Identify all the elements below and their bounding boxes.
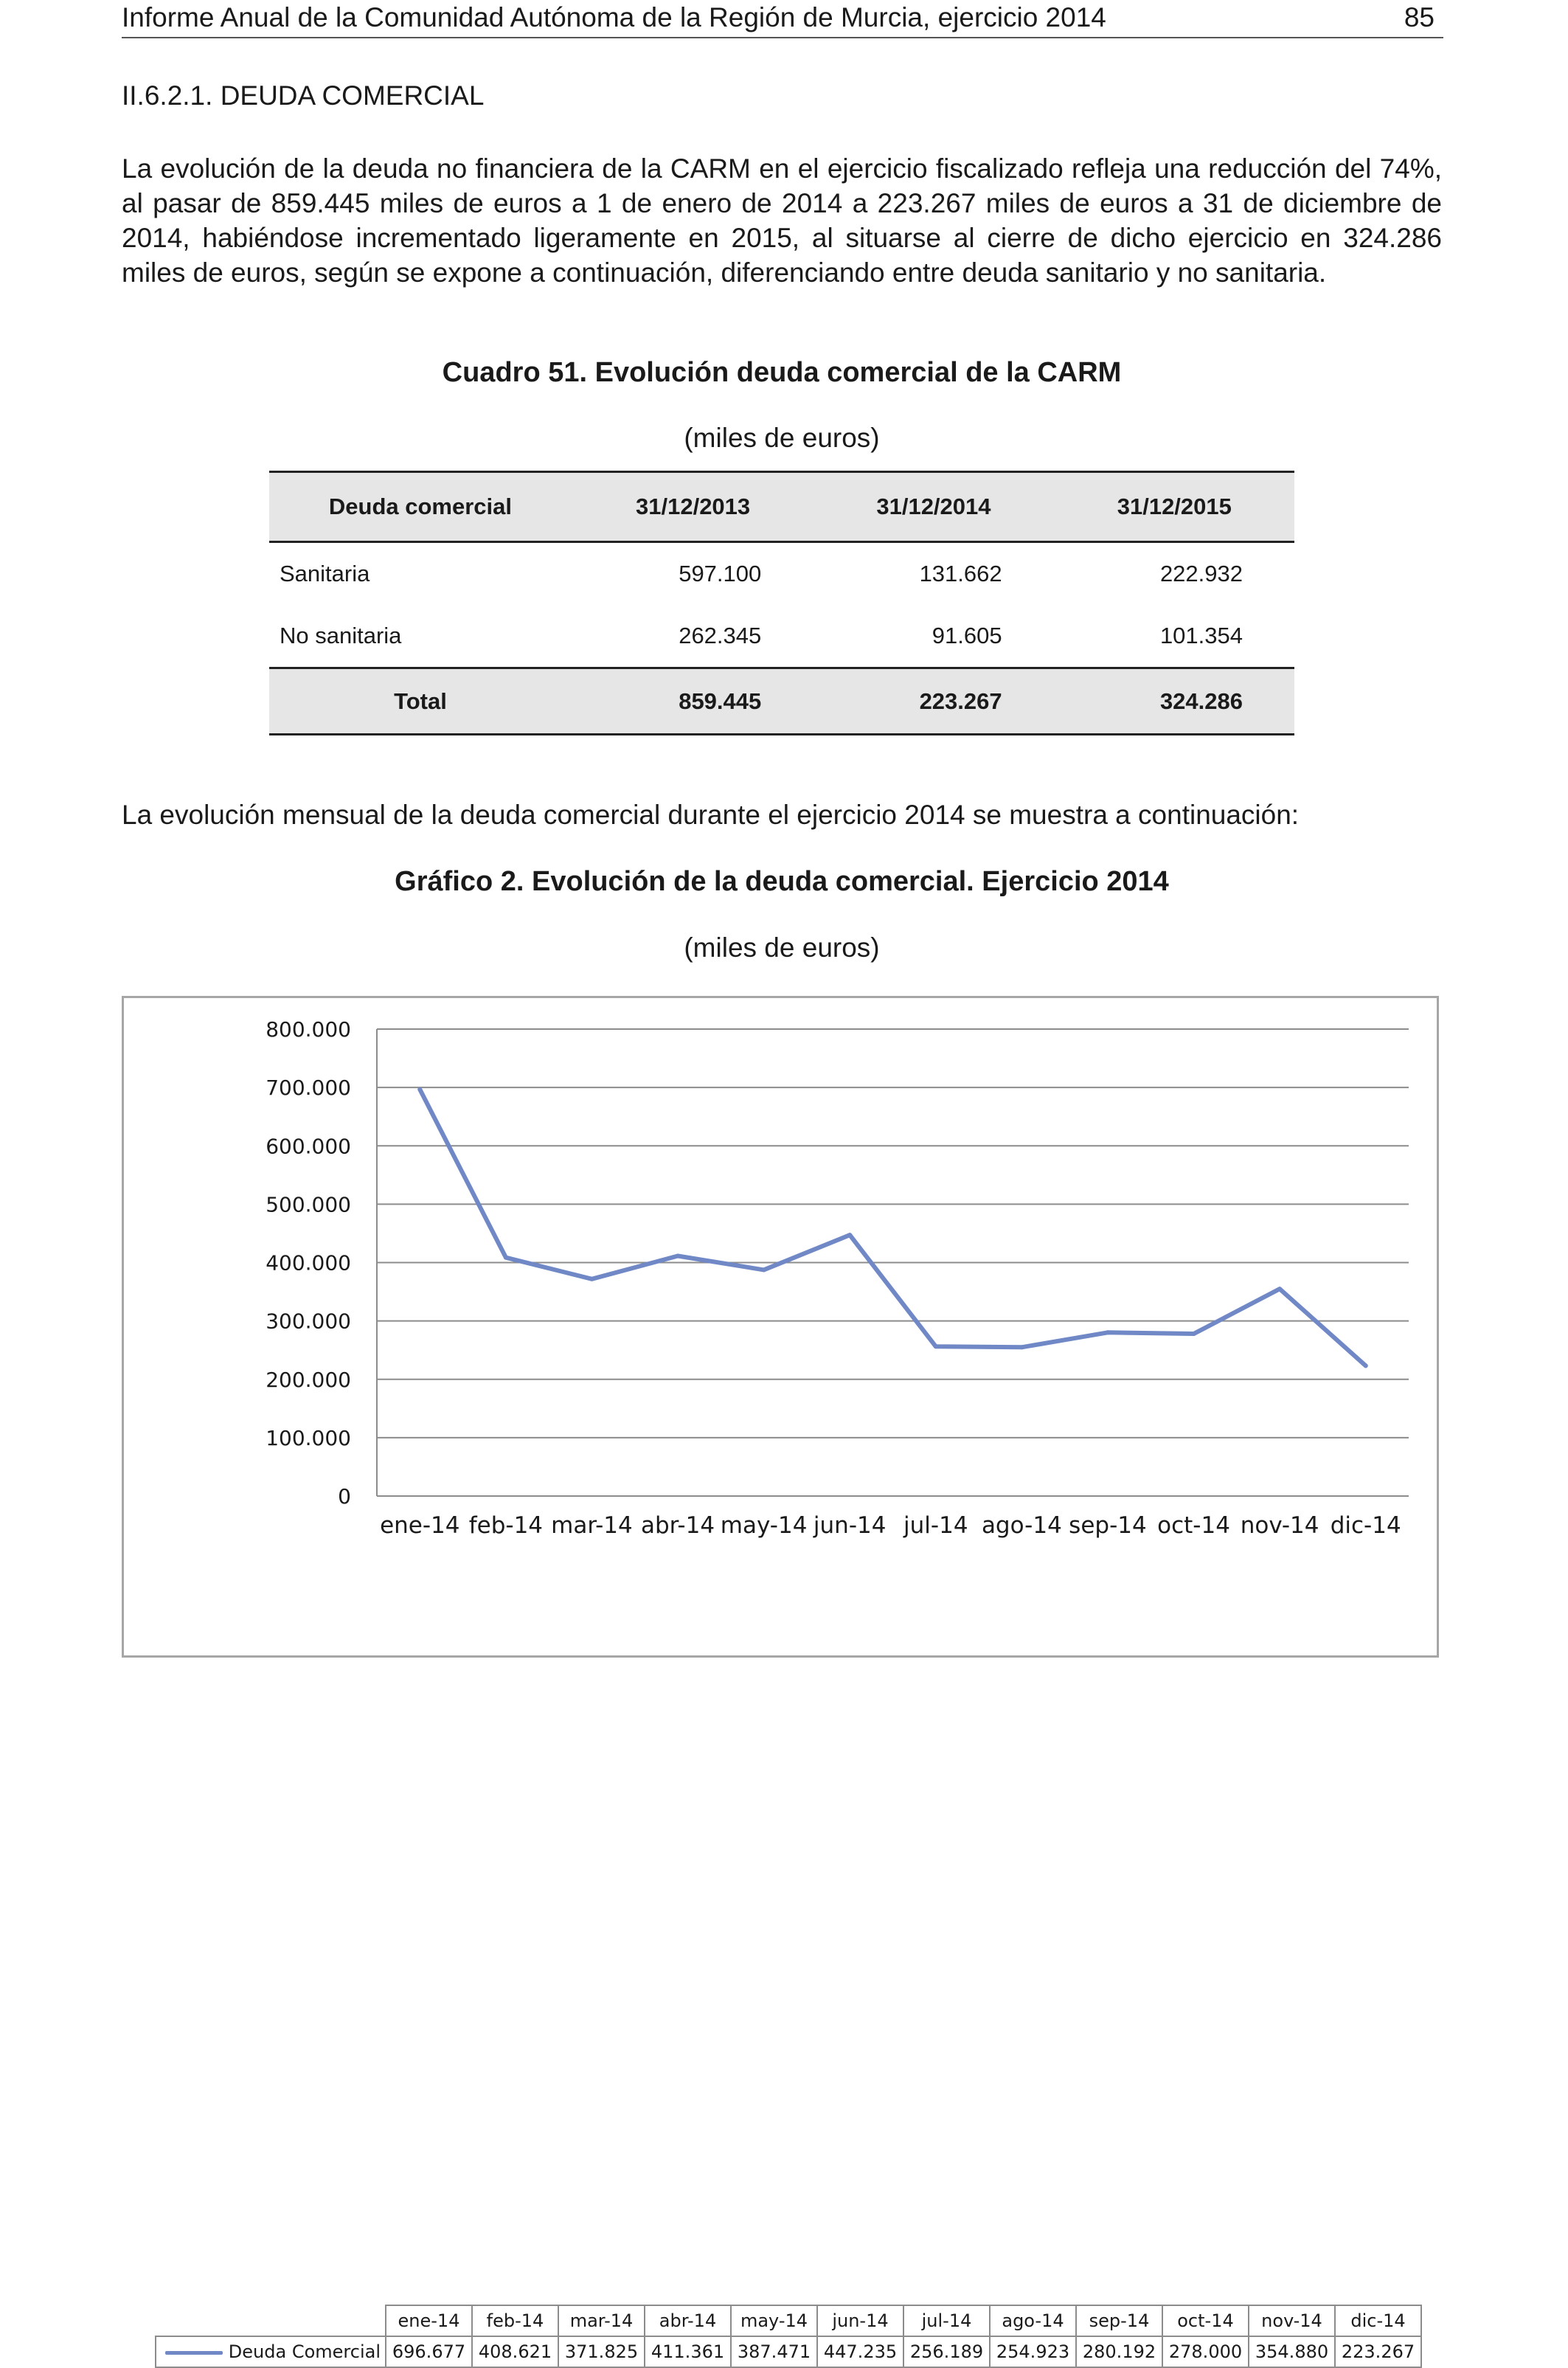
data-point	[1364, 1363, 1368, 1368]
data-point	[934, 1344, 938, 1349]
chart-intro: La evolución mensual de la deuda comercial durante el ejercicio 2014 se muestra a continuación:	[122, 800, 1300, 830]
chart-data-table-month: may-14	[731, 2305, 817, 2336]
chart-data-table	[155, 2305, 1422, 2368]
chart-data-table-values	[156, 2336, 1421, 2367]
table-cell: 223.267	[813, 668, 1053, 735]
chart-data-table-value: 354.880	[1249, 2336, 1335, 2367]
section-title: II.6.2.1. DEUDA COMERCIAL	[122, 80, 485, 111]
table-cell: No sanitaria	[280, 623, 402, 648]
table-unit: (miles de euros)	[684, 423, 880, 453]
x-tick-label: jul-14	[903, 1512, 968, 1539]
chart-data-table-month: ago-14	[990, 2305, 1076, 2336]
table-header-cell: 31/12/2015	[1054, 472, 1294, 542]
x-tick-label: jun-14	[813, 1512, 887, 1539]
chart-data-table-value: 447.235	[817, 2336, 903, 2367]
y-tick-label: 800.000	[266, 1017, 351, 1042]
table-cell: 91.605	[932, 623, 1002, 648]
chart-data-table-month: jun-14	[817, 2305, 903, 2336]
chart-data-table-value: 280.192	[1076, 2336, 1162, 2367]
y-tick-label: 100.000	[266, 1425, 351, 1450]
legend-line-icon	[165, 2351, 223, 2355]
chart-data-table-value: 223.267	[1335, 2336, 1421, 2367]
chart-data-table-month: ene-14	[386, 2305, 472, 2336]
chart-unit: (miles de euros)	[684, 932, 880, 963]
page-header	[122, 0, 1443, 38]
y-tick-label: 700.000	[266, 1076, 351, 1101]
chart-data-table-value: 387.471	[731, 2336, 817, 2367]
table-cell: 222.932	[1159, 561, 1243, 586]
y-tick-label: 300.000	[266, 1309, 351, 1334]
data-point	[762, 1267, 766, 1272]
x-tick-label: ago-14	[981, 1512, 1062, 1539]
line-chart	[124, 998, 1437, 1655]
chart-data-table-corner	[156, 2305, 386, 2336]
table-row	[269, 542, 1294, 606]
y-tick-label: 500.000	[266, 1192, 351, 1217]
table-cell: Sanitaria	[280, 561, 370, 586]
table-cell: 262.345	[679, 623, 762, 648]
data-point	[1192, 1332, 1196, 1336]
chart-container	[122, 996, 1439, 2362]
table-cell: 324.286	[1054, 668, 1294, 735]
x-tick-label: may-14	[720, 1512, 808, 1539]
data-point	[1277, 1287, 1282, 1291]
y-tick-label: 200.000	[266, 1367, 351, 1392]
x-tick-label: nov-14	[1240, 1512, 1319, 1539]
chart-data-table-value: 256.189	[903, 2336, 990, 2367]
data-point	[1019, 1345, 1024, 1349]
data-point	[504, 1256, 508, 1260]
debt-table	[269, 471, 1294, 735]
x-tick-label: ene-14	[380, 1512, 460, 1539]
chart-data-table-header	[156, 2305, 1421, 2336]
chart-data-table-month: oct-14	[1162, 2305, 1249, 2336]
chart-data-table-month: dic-14	[1335, 2305, 1421, 2336]
y-tick-label: 0	[338, 1484, 351, 1509]
x-tick-label: oct-14	[1157, 1512, 1230, 1539]
chart-data-table-month: sep-14	[1076, 2305, 1162, 2336]
table-header-row	[269, 472, 1294, 542]
legend-entry	[156, 2336, 386, 2367]
series-line	[420, 1090, 1365, 1366]
body-paragraph: La evolución de la deuda no financiera de la CARM en el ejercicio fiscalizado refleja una reducción del 74%, al pasar de 859.445 miles de euros a 1 de enero de 2014 a 223.267 miles de euros a 31 de diciembre de 2014, habiéndose incrementado ligeramente en 2015, al situarse al cierre de dicho ejercicio en 324.286 miles de euros, según se expone a continuación, diferenciando entre deuda sanitario y no sanitaria.	[122, 153, 1442, 288]
chart-data-table-month: jul-14	[903, 2305, 990, 2336]
header-title: Informe Anual de la Comunidad Autónoma de la Región de Murcia, ejercicio 2014	[122, 2, 1106, 32]
table-cell: Total	[269, 668, 572, 735]
chart-data-table-value: 696.677	[386, 2336, 472, 2367]
y-tick-label: 600.000	[266, 1134, 351, 1159]
chart-data-table-month: feb-14	[472, 2305, 558, 2336]
x-tick-label: abr-14	[641, 1512, 715, 1539]
table-cell: 597.100	[679, 561, 762, 586]
y-tick-label: 400.000	[266, 1250, 351, 1275]
table-cell: 101.354	[1159, 623, 1243, 648]
x-tick-label: sep-14	[1069, 1512, 1147, 1539]
data-point	[676, 1254, 680, 1259]
table-row	[269, 605, 1294, 668]
data-point	[847, 1233, 852, 1237]
table-cell: 131.662	[919, 561, 1002, 586]
table-header-cell: 31/12/2014	[813, 472, 1053, 542]
chart-caption: Gráfico 2. Evolución de la deuda comercial. Ejercicio 2014	[395, 866, 1169, 897]
x-tick-label: mar-14	[551, 1512, 633, 1539]
table-caption: Cuadro 51. Evolución deuda comercial de la CARM	[442, 357, 1122, 388]
chart-data-table-value: 408.621	[472, 2336, 558, 2367]
chart-data-table-value: 371.825	[558, 2336, 645, 2367]
data-point	[417, 1087, 422, 1092]
chart-data-table-month: abr-14	[645, 2305, 731, 2336]
chart-data-table-month: mar-14	[558, 2305, 645, 2336]
x-tick-label: feb-14	[468, 1512, 544, 1539]
table-total-row	[269, 668, 1294, 735]
data-point	[589, 1277, 594, 1281]
legend-label: Deuda Comercial	[228, 2341, 381, 2362]
page-number: 85	[1404, 2, 1435, 32]
chart-data-table-month: nov-14	[1249, 2305, 1335, 2336]
table-header-cell: 31/12/2013	[572, 472, 813, 542]
table-cell: 859.445	[572, 668, 813, 735]
table-header-cell: Deuda comercial	[269, 472, 572, 542]
chart-data-table-value: 411.361	[645, 2336, 731, 2367]
chart-data-table-value: 254.923	[990, 2336, 1076, 2367]
x-tick-label: dic-14	[1330, 1512, 1401, 1539]
chart-data-table-value: 278.000	[1162, 2336, 1249, 2367]
data-point	[1106, 1330, 1110, 1334]
